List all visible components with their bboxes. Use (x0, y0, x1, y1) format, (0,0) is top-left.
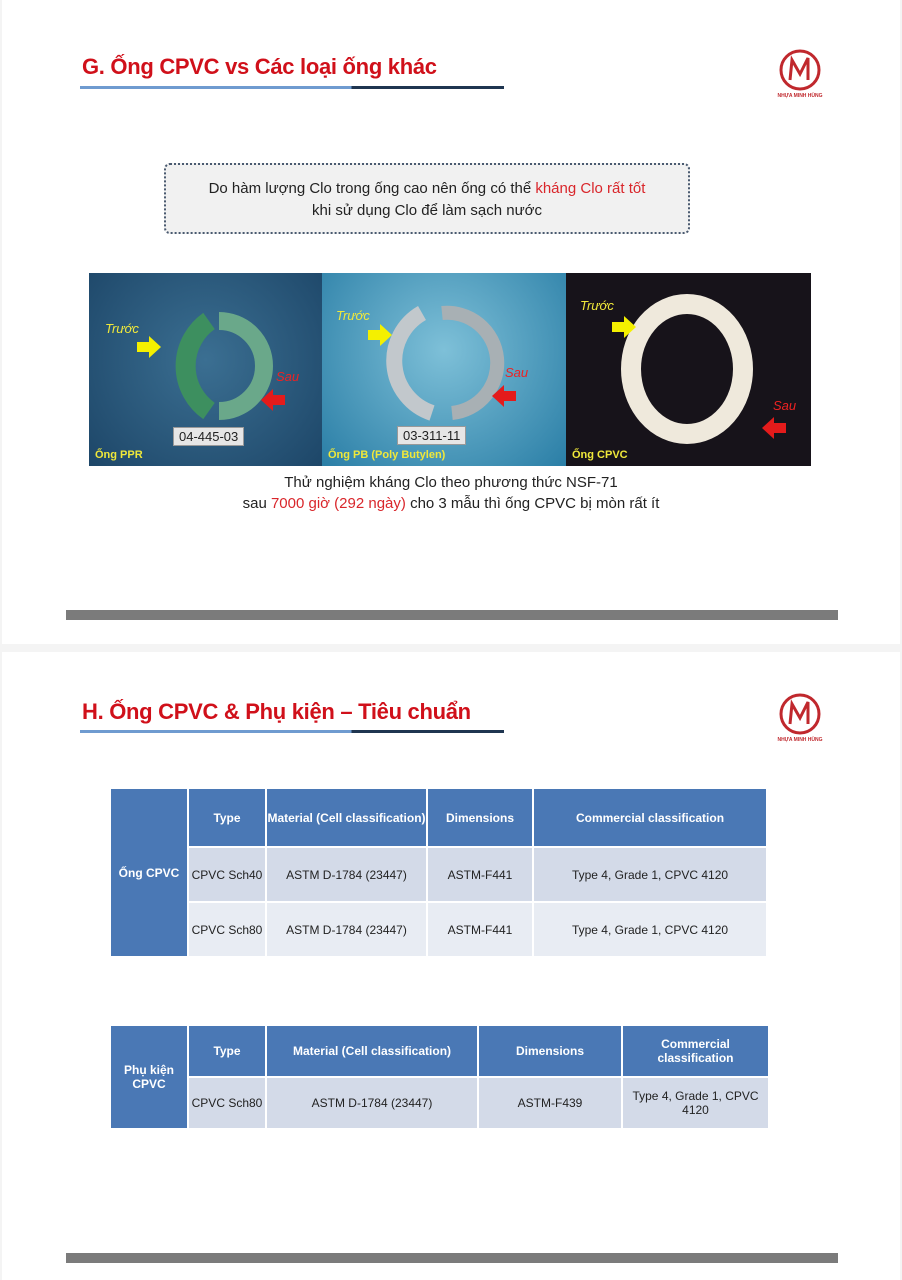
caption-text: sau (242, 495, 271, 512)
photo-label: Ống CPVC (572, 449, 628, 461)
table-row (111, 1078, 768, 1128)
column-header: Dimensions (479, 1026, 621, 1076)
slide-title: H. Ống CPVC & Phụ kiện – Tiêu chuẩn (82, 699, 471, 724)
cell-material: ASTM D-1784 (23447) (267, 848, 426, 901)
logo-icon (778, 48, 822, 92)
yellow-arrow-icon (624, 316, 636, 338)
sample-tag: 03-311-11 (397, 426, 466, 445)
cell-classification: Type 4, Grade 1, CPVC 4120 (534, 903, 766, 956)
after-label: Sau (276, 369, 300, 384)
before-label: Trước (336, 308, 370, 323)
table-side-label: Phụ kiện CPVC (111, 1026, 187, 1128)
cell-material: ASTM D-1784 (23447) (267, 1078, 477, 1128)
photo-label: Ống PPR (95, 449, 143, 461)
cell-type: CPVC Sch80 (189, 903, 265, 956)
caption-highlight: 7000 giờ (292 ngày) (270, 495, 406, 512)
logo-text: NHỰA MINH HÙNG (777, 93, 823, 99)
cell-dimensions: ASTM-F439 (479, 1078, 621, 1128)
column-header: Dimensions (428, 789, 532, 846)
footer-bar (66, 1253, 838, 1263)
logo-text: NHỰA MINH HÙNG (777, 737, 823, 743)
pipe-standards-table (109, 787, 768, 958)
photo-label: Ống PB (Poly Butylen) (328, 449, 446, 461)
column-header: Material (Cell classification) (267, 789, 426, 846)
logo-icon (778, 692, 822, 736)
callout-highlight: kháng Clo rất tốt (535, 180, 646, 197)
slide-h (2, 652, 900, 1280)
sample-tag: 04-445-03 (173, 427, 244, 446)
table-row (111, 848, 766, 901)
column-header: Material (Cell classification) (267, 1026, 477, 1076)
red-arrow-icon (492, 385, 504, 407)
cell-dimensions: ASTM-F441 (428, 903, 532, 956)
yellow-arrow-icon (149, 336, 161, 358)
cell-dimensions: ASTM-F441 (428, 848, 532, 901)
table-row (111, 903, 766, 956)
caption-line2 (2, 495, 900, 512)
column-header: Type (189, 789, 265, 846)
callout-text: Do hàm lượng Clo trong ống cao nên ống có thể (208, 180, 536, 197)
callout-box (164, 163, 690, 234)
cell-material: ASTM D-1784 (23447) (267, 903, 426, 956)
title-underline (80, 86, 504, 89)
cell-classification: Type 4, Grade 1, CPVC 4120 (534, 848, 766, 901)
company-logo (764, 48, 836, 99)
column-header: Commercial classification (534, 789, 766, 846)
after-label: Sau (505, 365, 529, 380)
cell-classification: Type 4, Grade 1, CPVC 4120 (623, 1078, 768, 1128)
photo-ppr (89, 273, 322, 466)
cell-type: CPVC Sch40 (189, 848, 265, 901)
cell-type: CPVC Sch80 (189, 1078, 265, 1128)
caption-line1: Thử nghiệm kháng Clo theo phương thức NSF-71 (284, 474, 618, 491)
table-side-label: Ống CPVC (111, 789, 187, 956)
comparison-photos (89, 273, 811, 466)
footer-bar (66, 610, 838, 620)
callout-line2: khi sử dụng Clo để làm sạch nước (311, 202, 543, 219)
after-label: Sau (773, 398, 797, 413)
before-label: Trước (580, 298, 614, 313)
slide-g (2, 0, 900, 644)
yellow-arrow-icon (380, 324, 392, 346)
red-arrow-icon (261, 389, 273, 411)
slide-title: G. Ống CPVC vs Các loại ống khác (82, 54, 437, 79)
before-label: Trước (105, 321, 139, 336)
caption-text: cho 3 mẫu thì ống CPVC bị mòn rất ít (405, 495, 660, 512)
red-arrow-icon (762, 417, 774, 439)
photo-cpvc (566, 273, 811, 466)
title-underline (80, 730, 504, 733)
company-logo (764, 692, 836, 743)
photo-pb (322, 273, 566, 466)
fitting-standards-table (109, 1024, 770, 1130)
column-header: Type (189, 1026, 265, 1076)
column-header: Commercial classification (623, 1026, 768, 1076)
